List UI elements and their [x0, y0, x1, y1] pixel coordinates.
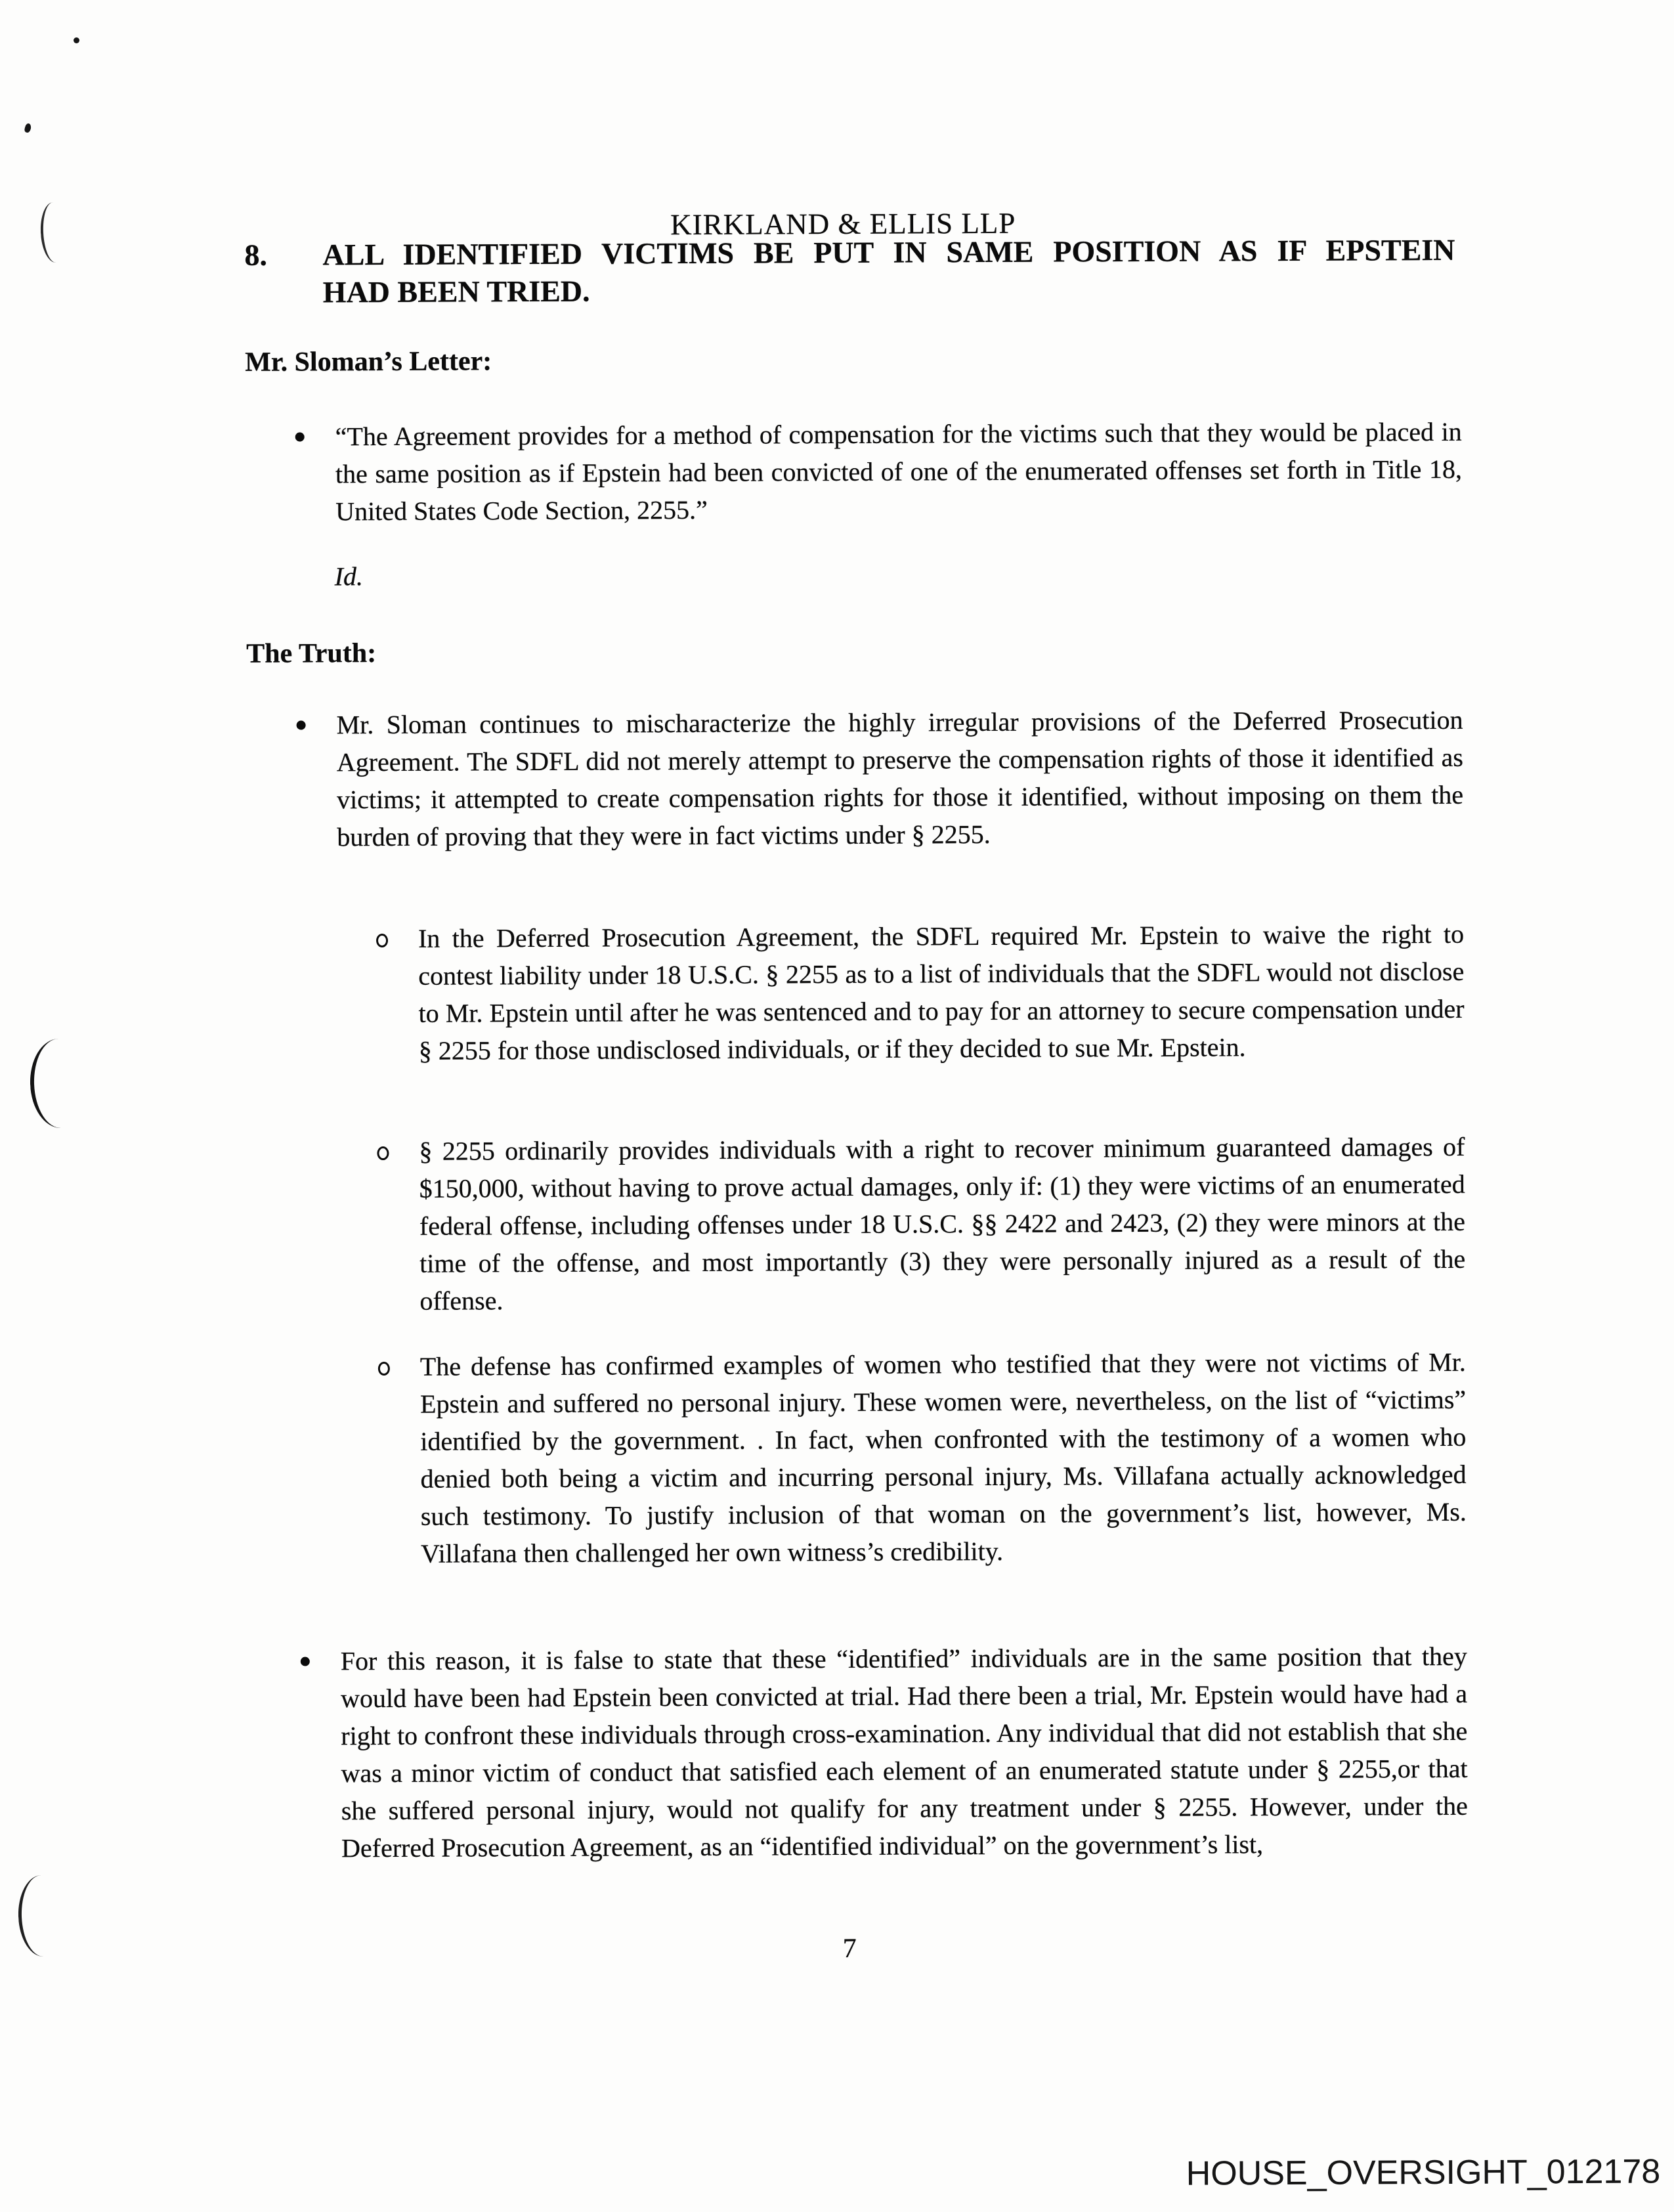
sub-bullet-item	[375, 915, 1465, 1070]
bullet-circle-icon	[377, 1146, 389, 1160]
conclusion-bullet-item	[299, 1637, 1468, 1867]
bullet-circle-icon	[378, 1362, 390, 1376]
id-citation: Id.	[334, 561, 364, 592]
section-heading-line-2: HAD BEEN TRIED.	[322, 274, 590, 309]
bullet-circle-icon	[376, 934, 388, 947]
sloman-quote-bullet-item	[294, 413, 1463, 531]
truth-heading: The Truth:	[246, 638, 377, 669]
conclusion-bullet-text: For this reason, it is false to state that these “identified” individuals are in the same position that they would have been had Epstein been convicted at trial. Had there been a trial, Mr. Epstein would have had a right to confront these individuals through cross-examination. Any individual that did not establish that she was a minor victim of conduct that satisfied each element of an enumerated statute under § 2255,or that she suffered personal injury, would not qualify for any treatment under § 2255. However, under the Deferred Prosecution Agreement, as an “identified individual” on the government’s list,	[340, 1641, 1468, 1863]
section-heading-line-1: ALL IDENTIFIED VICTIMS BE PUT IN SAME POSITION AS IF EPSTEIN	[322, 232, 1455, 272]
truth-bullet-text: Mr. Sloman continues to mischaracterize the highly irregular provisions of the Deferred Prosecution Agreement. The SDFL did not merely attempt to preserve the compensation rights of those it identified as victims; it attempted to create compensation rights for those it identified, without imposing on them the burden of proving that they were in fact victims under § 2255.	[336, 705, 1464, 852]
page-number: 7	[842, 1933, 857, 1964]
sub-bullet-text: In the Deferred Prosecution Agreement, the SDFL required Mr. Epstein to waive the right to contest liability under 18 U.S.C. § 2255 as to a list of individuals that the SDFL would not disclose to Mr. Epstein until after he was sentenced and to pay for an attorney to secure compensation under § 2255 for those undisclosed individuals, or if they decided to sue Mr. Epstein.	[418, 919, 1465, 1066]
section-heading	[322, 231, 1455, 311]
bullet-dot-icon	[295, 433, 305, 442]
sub-bullet-item	[376, 1128, 1465, 1320]
sub-bullet-text: § 2255 ordinarily provides individuals with a right to recover minimum guaranteed damages of $150,000, without having to prove actual damages, only if: (1) they were victims of an enumerated federal offense, including offenses under 18 U.S.C. §§ 2422 and 2423, (2) they were minors at the time of the offense, and most importantly (3) they were personally injured as a result of the offense.	[419, 1131, 1466, 1316]
sloman-letter-heading: Mr. Sloman’s Letter:	[245, 346, 492, 378]
sub-bullet-text: The defense has confirmed examples of women who testified that they were not victims of Mr. Epstein and suffered no personal injury. These women were, nevertheless, on the list of “victims” identified by the government. . In fact, when confronted with the testimony of a women who denied both being a victim and incurring personal injury, Ms. Villafana actually acknowledged such testimony. To justify inclusion of that woman on the government’s list, however, Ms. Villafana then challenged her own witness’s credibility.	[419, 1347, 1467, 1569]
sloman-quote-text: “The Agreement provides for a method of compensation for the victims such that they would be placed in the same position as if Epstein had been convicted of one of the enumerated offenses set forth in Title 18, United States Code Section, 2255.”	[335, 416, 1463, 527]
bullet-dot-icon	[297, 721, 306, 730]
truth-bullet-item	[295, 701, 1463, 856]
law-firm-name: KIRKLAND & ELLIS LLP	[670, 206, 1016, 242]
section-number: 8.	[244, 238, 268, 272]
bates-stamp: HOUSE_OVERSIGHT_012178	[1186, 2152, 1661, 2193]
sub-bullet-item	[377, 1343, 1467, 1572]
bullet-dot-icon	[301, 1657, 310, 1666]
